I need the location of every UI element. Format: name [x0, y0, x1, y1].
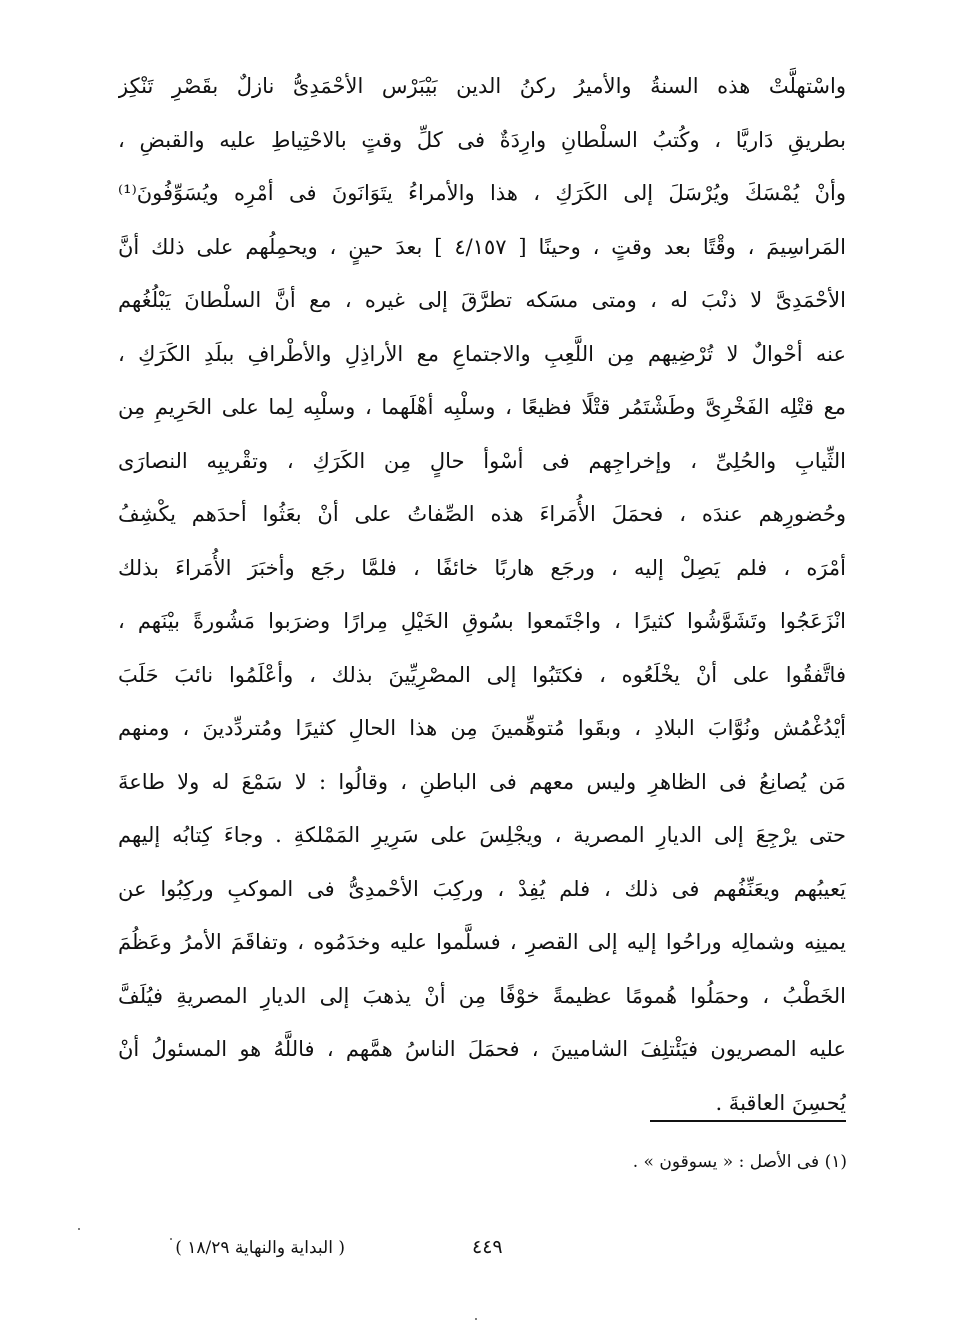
text-line: الثِّيابِ والحُلِىِّ ، وإخراجِهم فى أسْوأ حالٍ مِن الكَرَكِ ، وتقْريبِه النصارَى — [118, 448, 846, 473]
text-line: الأحْمَدِىَّ لا ذنْبَ له ، ومتى مسَكه تطرَّقَ إلى غيره ، مع أنَّ السلْطانَ يَبْلُغُهم — [118, 288, 846, 312]
text-line: مَن يُصانِعُ فى الظاهرِ وليس معهم فى الباطنِ ، وقالُوا : لا سَمْعَ له ولا طاعةَ — [118, 769, 846, 794]
footnote: (١) فى الأصل : « يسوقون » . — [632, 1152, 847, 1172]
text-line: فاتَّفقُوا على أنْ يخْلَعُوه ، فكتَبُوا إلى المصْرِيِّينَ بذلك ، وأعْلَمُوا نائبَ حَلَبَ — [118, 662, 846, 687]
text-line: الخَطْبُ ، وحمَلُوا هُمومًا عظيمةً خوْفًا مِن أنْ يذهبَ إلى الديارِ المصريةِ فيُلَفَّ — [118, 983, 846, 1008]
text-line-last: يُحسِنَ العاقبةَ . — [715, 1090, 846, 1115]
text-line: عنه أحْوالٌ لا تُرْضِيهم مِن اللَّعِبِ والاجتماعِ مع الأراذِلِ والأطْرافِ ببلَدِ الكَرَكِ ، — [118, 341, 846, 366]
text-line: أمْرَه ، فلم يَصِلْ إليه ، ورجَع هاربًا خائفًا ، فلمَّا رجَع وأخبَرَ الأُمَراءَ بذلك — [118, 555, 846, 580]
text-line: أيْدُغْمُش ونُوَّابَ البلادِ ، وبقَوا مُتوهِّمينَ مِن هذا الحالِ كثيرًا ومُتردِّدينَ ، ومنهم — [118, 716, 846, 740]
scan-speck — [78, 1228, 80, 1230]
text-line: وحُضورِهم عندَه ، فحمَلَ الأُمَراءَ هذه الصِّفاتُ على أنْ بعَثُوا أحدَهم يكْشِفُ — [118, 502, 846, 526]
text-line: يَعيبُهم ويعَنِّفُهم فى ذلك ، فلم يُفِدْ ، وركِبَ الأحْمدِىُّ فى الموكبِ وركِبُوا عن — [118, 876, 846, 901]
text-line: واسْتهلَّتْ هذه السنةُ والأميرُ ركنُ الدين بَيْبَرْس الأحْمَدِىُّ نازلٌ بقَصْرِ تَنْكِز — [118, 74, 846, 98]
text-line: عليه المصريون فيَئْتلِفَ الشاميينَ ، فحمَلَ الناسُ همَّهم ، فاللَّهُ هو المسئولُ أنْ — [118, 1037, 846, 1061]
scan-speck — [475, 1318, 477, 1320]
page-number: ٤٤٩ — [472, 1236, 503, 1258]
text-line: يمينِه وشمالِه وراحُوا إليه إلى القصرِ ، فسلَّموا عليه وخدَمُوه ، وتفاقَمَ الأمرُ وعَظُمَ — [118, 930, 846, 954]
text-line: انْزَعَجُوا وتَشَوَّشُوا كثيرًا ، واجْتَمعوا بسُوقِ الخَيْلِ مِرارًا وضرَبوا مَشُورةً بيْنَهم ، — [118, 609, 846, 633]
text-line: حتى يرْجِعَ إلى الديارِ المصرية ، ويجْلِسَ على سَرِيرِ المَمْلكةِ . وجاءَ كِتابُه إليهم — [118, 823, 846, 847]
text-line: بطريقِ دَاريَّا ، وكُتبُ السلْطانِ وارِدَةٌ فى كلِّ وقتٍ بالاحْتِياطِ عليه والقبضِ ، — [118, 127, 846, 152]
source-reference: ( البداية والنهاية ١٨/٢٩ ) — [175, 1238, 345, 1258]
scan-speck — [170, 1238, 172, 1240]
footnote-divider — [650, 1120, 846, 1122]
main-text-block — [118, 60, 846, 1130]
text-line: وأنْ يُمْسَكَ ويُرْسَلَ إلى الكَرَكِ ، هذا والأمراءُ يتَوَانَونَ فى أمْرِه ويُسَوِّفُونَ⁽¹⁾ — [118, 181, 846, 205]
text-line: مع قتْلِه الفَخْرِىَّ وطَشْتَمُر قتْلًا فظيعًا ، وسلْبِه أهْلَهما ، وسلْبِه لِما على الحَرِيمِ مِن — [118, 395, 846, 419]
text-line: المَراسِيمَ ، وقْتًا بعد وقتٍ ، وحينًا [ ٤/١٥٧ ] بعدَ حينٍ ، ويحمِلُهم على ذلك أنَّ — [118, 234, 846, 259]
